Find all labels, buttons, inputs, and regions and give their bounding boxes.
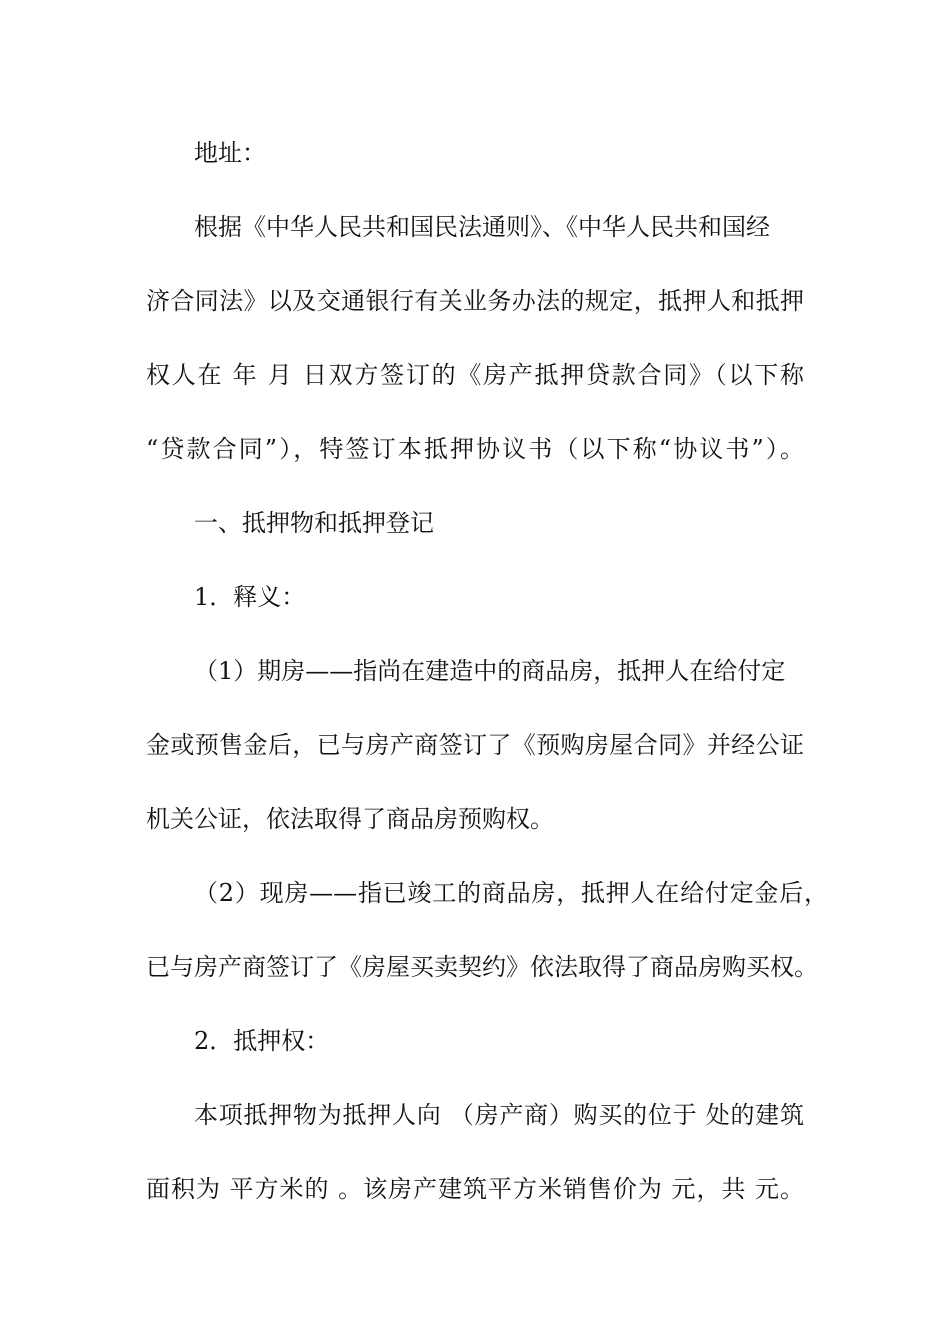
paragraph-preamble-line-3: 权人在 年 月 日双方签订的《房产抵押贷款合同》（以下称 <box>146 361 804 389</box>
clause-1-line-3: 机关公证，依法取得了商品房预购权。 <box>146 805 554 833</box>
subsection-heading-mortgage-right: 2．抵押权： <box>194 1027 330 1055</box>
clause-1-line-2: 金或预售金后，已与房产商签订了《预购房屋合同》并经公证 <box>146 731 804 759</box>
address-label: 地址： <box>194 139 266 167</box>
clause-1-line-1: （1）期房——指尚在建造中的商品房，抵押人在给付定 <box>194 657 786 685</box>
paragraph-preamble-line-4: “贷款合同”），特签订本抵押协议书（以下称“协议书”）。 <box>146 435 804 463</box>
section-heading-1: 一、抵押物和抵押登记 <box>194 509 434 537</box>
paragraph-preamble-line-2: 济合同法》以及交通银行有关业务办法的规定，抵押人和抵押 <box>146 287 804 315</box>
mortgage-item-line-1: 本项抵押物为抵押人向 （房产商）购买的位于 处的建筑 <box>194 1101 804 1129</box>
subsection-heading-definitions: 1．释义： <box>194 583 306 611</box>
mortgage-item-line-2: 面积为 平方米的 。该房产建筑平方米销售价为 元，共 元。 <box>146 1175 804 1203</box>
clause-2-line-1: （2）现房——指已竣工的商品房，抵押人在给付定金后， <box>194 879 828 907</box>
clause-2-line-2: 已与房产商签订了《房屋买卖契约》依法取得了商品房购买权。 <box>146 953 818 981</box>
paragraph-preamble-line-1: 根据《中华人民共和国民法通则》、《中华人民共和国经 <box>194 213 770 241</box>
